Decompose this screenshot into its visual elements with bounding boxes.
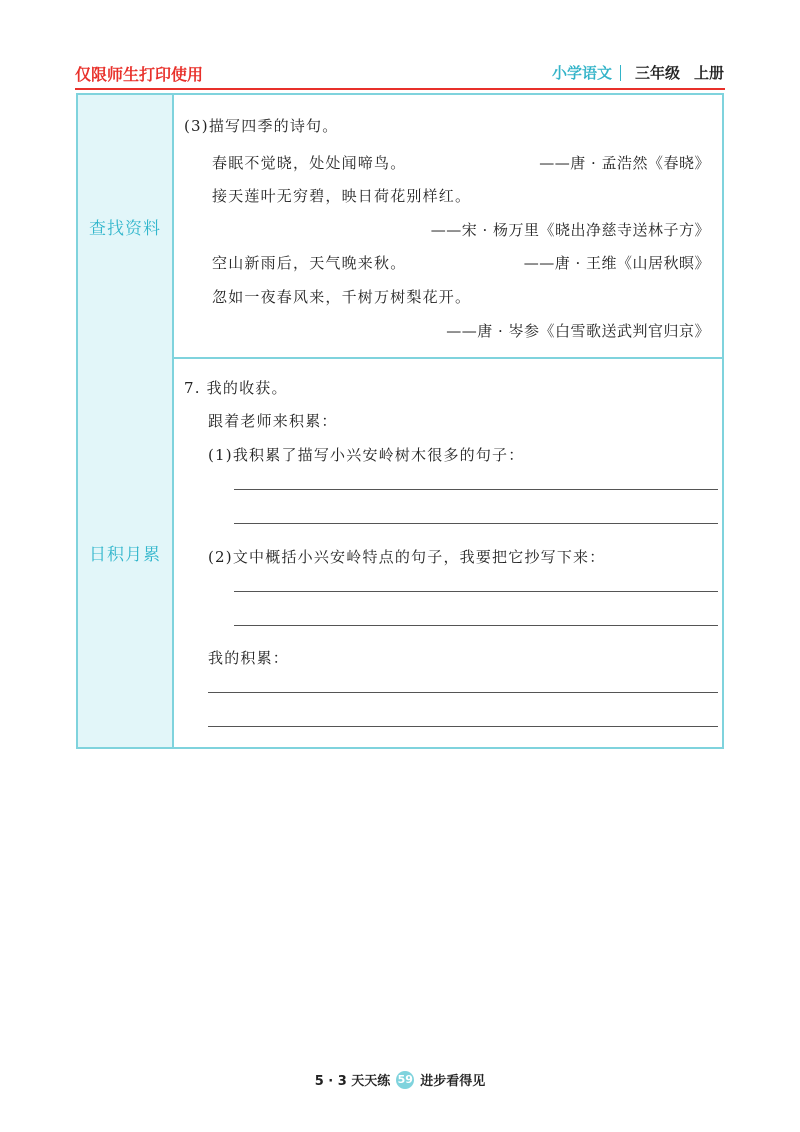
- header-divider: [620, 65, 621, 81]
- poem-line: 空山新雨后，天气晚来秋。: [212, 254, 407, 272]
- poem-line: 忽如一夜春风来，千树万树梨花开。: [212, 288, 472, 306]
- answer-line[interactable]: [208, 692, 718, 693]
- page-footer: [0, 1070, 800, 1089]
- worksheet-table: [76, 93, 724, 749]
- poem-line: 接天莲叶无穷碧，映日荷花别样红。: [212, 187, 472, 205]
- grade-label: 三年级: [634, 64, 680, 82]
- question-title: 7. 我的收获。: [184, 379, 288, 397]
- section-accumulation: [78, 357, 722, 747]
- header-rule: [75, 88, 725, 90]
- section-content: [174, 95, 722, 357]
- page-number: 59: [396, 1071, 414, 1089]
- question-intro: 跟着老师来积累：: [208, 412, 338, 430]
- question-heading: (3)描写四季的诗句。: [184, 117, 339, 135]
- book-info: [552, 62, 724, 83]
- question-2: (2)文中概括小兴安岭特点的句子，我要把它抄写下来：: [208, 548, 606, 566]
- poem-line: 春眠不觉晓，处处闻啼鸟。: [212, 154, 407, 172]
- answer-line[interactable]: [234, 489, 718, 490]
- footer-slogan: 进步看得见: [420, 1074, 486, 1089]
- poem-attribution: ——宋 · 杨万里《晓出净慈寺送林子方》: [430, 221, 710, 239]
- answer-line[interactable]: [234, 591, 718, 592]
- section-label-cell: [78, 95, 174, 357]
- footer-brand: 5 · 3 天天练: [314, 1074, 391, 1089]
- section-content: [174, 357, 722, 747]
- poem-attribution: ——唐 · 王维《山居秋暝》: [523, 254, 710, 272]
- subject-label: 小学语文: [551, 64, 612, 82]
- poem-attribution: ——唐 · 岑参《白雪歌送武判官归京》: [446, 322, 710, 340]
- my-accumulation-label: 我的积累：: [208, 649, 290, 667]
- poem-attribution: ——唐 · 孟浩然《春晓》: [539, 154, 710, 172]
- print-notice: 仅限师生打印使用: [75, 65, 204, 84]
- volume-label: 上册: [693, 64, 724, 82]
- answer-line[interactable]: [234, 625, 718, 626]
- question-1: (1)我积累了描写小兴安岭树木很多的句子：: [208, 446, 525, 464]
- section-label: 日积月累: [89, 544, 161, 565]
- section-label-cell: [78, 357, 174, 747]
- section-label: 查找资料: [89, 218, 161, 239]
- answer-line[interactable]: [234, 523, 718, 524]
- answer-line[interactable]: [208, 726, 718, 727]
- section-research: [78, 95, 722, 359]
